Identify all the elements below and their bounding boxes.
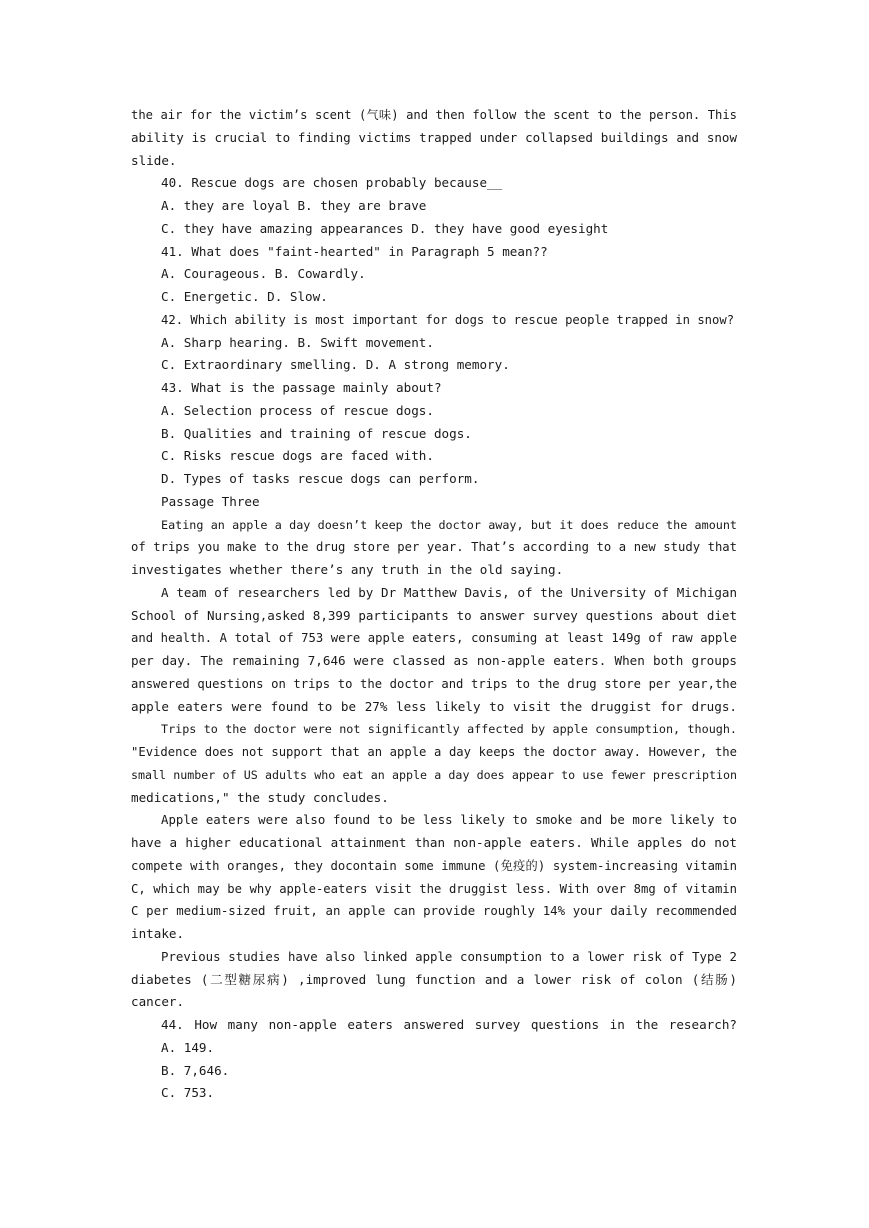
text-line: slide. xyxy=(131,152,177,168)
text-line: A. Selection process of rescue dogs. xyxy=(161,402,434,418)
text-line: medications," the study concludes. xyxy=(131,789,389,805)
text-line: C, which may be why apple-eaters visit the druggist less. With over 8mg of vitamin xyxy=(131,881,737,896)
text-line: 44. How many non-apple eaters answered survey questions in the research? xyxy=(161,1017,737,1032)
text-line: "Evidence does not support that an apple a day keeps the doctor away. However, the xyxy=(131,745,737,759)
text-line: 43. What is the passage mainly about? xyxy=(161,380,442,395)
text-line: School of Nursing,asked 8,399 participants to answer survey questions about diet xyxy=(131,607,737,623)
text-line: 41. What does "faint-hearted" in Paragraph 5 mean?? xyxy=(161,243,548,259)
text-line: apple eaters were found to be 27% less likely to visit the druggist for drugs. xyxy=(131,698,737,714)
text-line: Passage Three xyxy=(161,493,260,509)
text-line: small number of US adults who eat an apple a day does appear to use fewer prescription xyxy=(131,767,737,782)
text-line: A. Sharp hearing. B. Swift movement. xyxy=(161,334,434,350)
text-line: A. Courageous. B. Cowardly. xyxy=(161,266,366,282)
text-line: of trips you make to the drug store per year. That’s according to a new study that xyxy=(131,540,737,555)
text-line: C. Risks rescue dogs are faced with. xyxy=(161,448,434,464)
text-line: B. Qualities and training of rescue dogs. xyxy=(161,425,472,441)
text-line: Eating an apple a day doesn’t keep the doctor away, but it does reduce the amount xyxy=(161,517,737,532)
text-line: cancer. xyxy=(131,994,185,1010)
text-line: Previous studies have also linked apple consumption to a lower risk of Type 2 xyxy=(161,949,737,964)
text-line: D. Types of tasks rescue dogs can perform. xyxy=(161,471,480,486)
text-line: answered questions on trips to the doctor and trips to the drug store per year,the xyxy=(131,676,737,691)
text-line: 40. Rescue dogs are chosen probably because__ xyxy=(161,175,503,191)
text-line: C. Energetic. D. Slow. xyxy=(161,289,328,304)
text-line: A. 149. xyxy=(161,1039,215,1055)
text-line: diabetes (二型糖尿病) ,improved lung function and a lower risk of colon (结肠) xyxy=(131,971,737,987)
text-line: C. Extraordinary smelling. D. A strong memory. xyxy=(161,357,510,373)
text-line: Apple eaters were also found to be less likely to smoke and be more likely to xyxy=(161,813,737,828)
document-page xyxy=(131,104,737,1105)
text-line: 42. Which ability is most important for dogs to rescue people trapped in snow? xyxy=(161,312,735,327)
text-line: investigates whether there’s any truth in the old saying. xyxy=(131,562,564,577)
text-line: have a higher educational attainment than non-apple eaters. While apples do not xyxy=(131,835,737,850)
text-line: intake. xyxy=(131,926,185,941)
text-line: C per medium-sized fruit, an apple can provide roughly 14% your daily recommended xyxy=(131,904,737,919)
text-line: and health. A total of 753 were apple eaters, consuming at least 149g of raw apple xyxy=(131,631,737,646)
text-line: A team of researchers led by Dr Matthew Davis, of the University of Michigan xyxy=(161,584,737,600)
text-line: the air for the victim’s scent (气味) and then follow the scent to the person. This xyxy=(131,108,737,122)
text-line: C. 753. xyxy=(161,1085,215,1101)
text-line: C. they have amazing appearances D. they have good eyesight xyxy=(161,220,609,236)
text-line: per day. The remaining 7,646 were classed as non-apple eaters. When both groups xyxy=(131,653,737,668)
text-line: ability is crucial to finding victims trapped under collapsed buildings and snow xyxy=(131,129,737,145)
text-line: A. they are loyal B. they are brave xyxy=(161,198,427,213)
text-line: Trips to the doctor were not significantly affected by apple consumption, though. xyxy=(161,722,737,737)
text-line: B. 7,646. xyxy=(161,1062,230,1078)
text-line: compete with oranges, they docontain some immune (免疫的) system-increasing vitamin xyxy=(131,858,737,873)
